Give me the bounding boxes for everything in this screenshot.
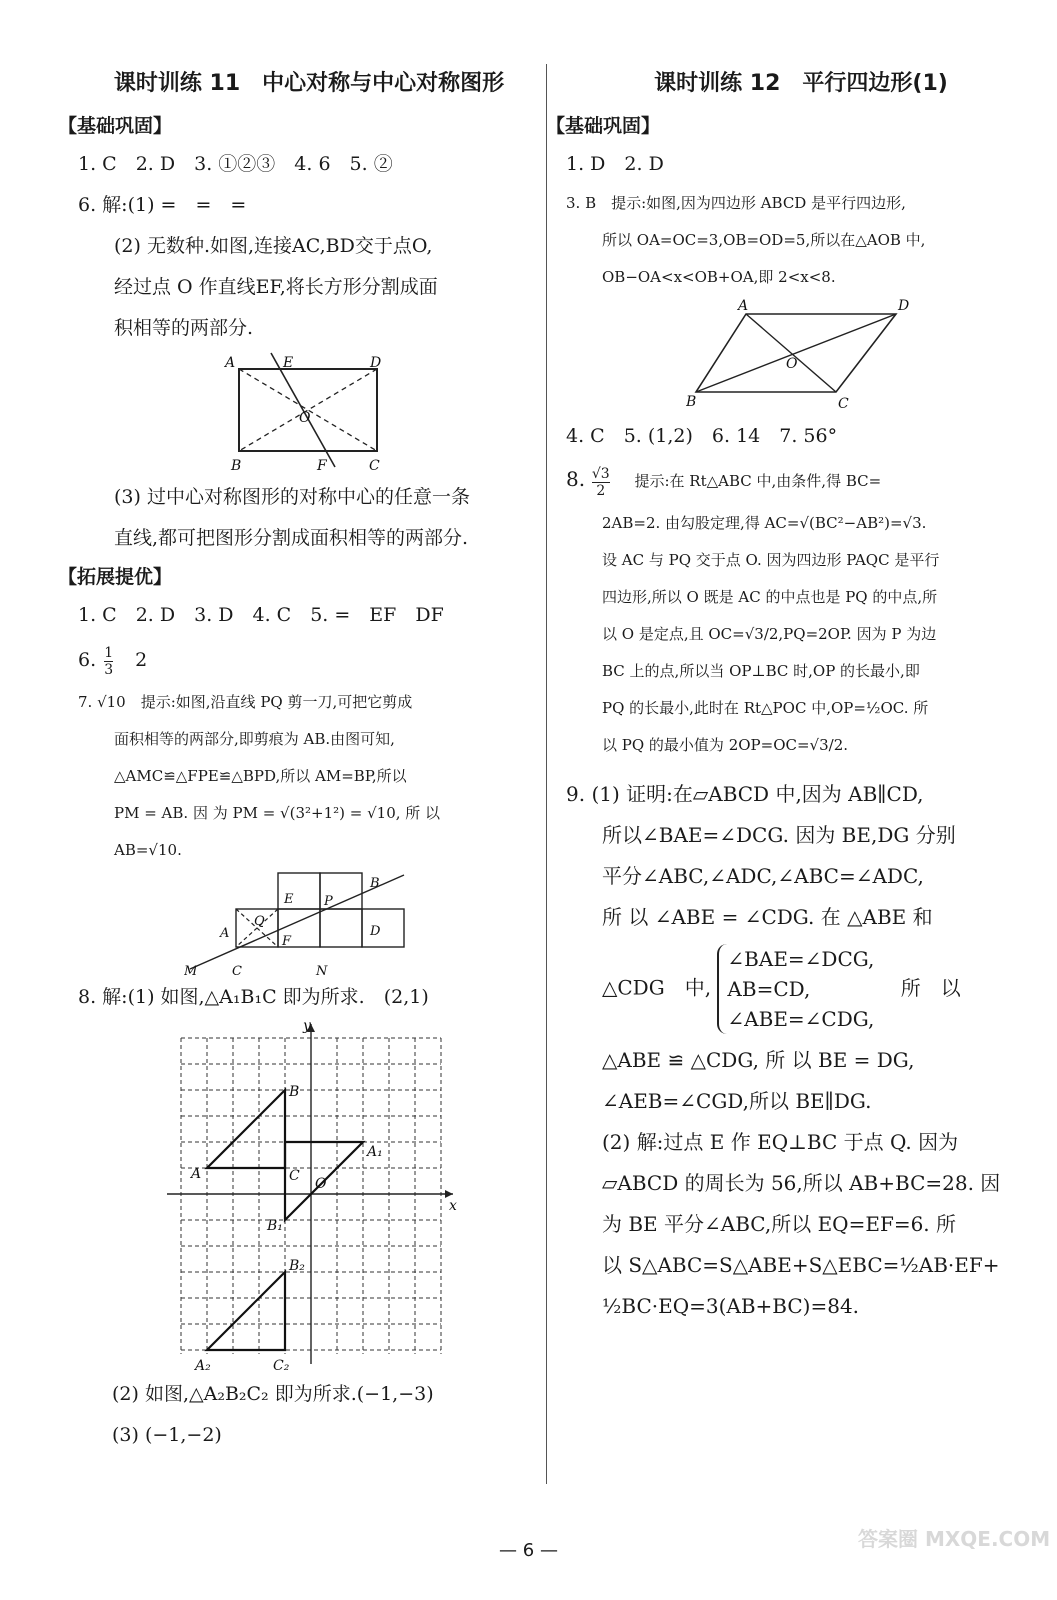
svg-text:B: B bbox=[231, 458, 242, 474]
svg-text:E: E bbox=[284, 892, 294, 907]
answer-6-part3-cont: 直线,都可把图形分割成面积相等的两部分. bbox=[114, 527, 469, 549]
svg-text:A: A bbox=[738, 298, 749, 314]
extend-8-part3: (3) (−1,−2) bbox=[112, 1424, 222, 1446]
right-answer-line-4: 4. C 5. (1,2) 6. 14 7. 56° bbox=[566, 425, 838, 447]
right-8-line-h: 以 PQ 的最小值为 2OP=OC=√3/2. bbox=[602, 736, 849, 754]
svg-text:A₁: A₁ bbox=[367, 1144, 383, 1160]
left-column bbox=[58, 60, 540, 1456]
svg-text:A: A bbox=[220, 926, 230, 941]
right-8-line-f: BC 上的点,所以当 OP⊥BC 时,OP 的长最小,即 bbox=[602, 662, 920, 680]
coordinate-grid-figure bbox=[159, 1018, 459, 1374]
svg-text:Q: Q bbox=[254, 914, 265, 929]
fraction-one-third: $\frac{1}{3}$ bbox=[104, 644, 114, 678]
right-3-line-b: 所以 OA=OC=3,OB=OD=5,所以在△AOB 中, bbox=[602, 231, 926, 249]
extend-7-line-b: 面积相等的两部分,即剪痕为 AB.由图可知, bbox=[114, 730, 395, 748]
svg-text:A: A bbox=[225, 355, 236, 371]
answer-6-part2: (2) 无数种.如图,连接AC,BD交于点O, bbox=[114, 235, 433, 257]
svg-text:y: y bbox=[303, 1018, 311, 1034]
extend-8-part2: (2) 如图,△A₂B₂C₂ 即为所求.(−1,−3) bbox=[112, 1383, 434, 1405]
svg-text:C: C bbox=[369, 458, 380, 474]
extend-6-label: 6. bbox=[78, 649, 97, 671]
right-8-hint: 提示:在 Rt△ABC 中,由条件,得 BC= bbox=[634, 472, 882, 490]
extend-7-line-d: PM = AB. 因 为 PM = √(3²+1²) = √10, 所 以 bbox=[114, 804, 441, 822]
extend-7-line-a: 7. √10 提示:如图,沿直线 PQ 剪一刀,可把它剪成 bbox=[78, 693, 413, 711]
svg-text:A₂: A₂ bbox=[195, 1358, 211, 1374]
right-9-line-k: 以 S△ABC=S△ABE+S△EBC=½AB·EF+ bbox=[602, 1253, 1000, 1277]
svg-text:B: B bbox=[289, 1084, 300, 1100]
right-9-line-l: ½BC·EQ=3(AB+BC)=84. bbox=[602, 1294, 860, 1318]
answer-6-part2-end: 积相等的两部分. bbox=[114, 317, 254, 339]
right-9-line-c: 平分∠ABC,∠ADC,∠ABC=∠ADC, bbox=[602, 864, 924, 888]
system-line-2: AB=CD, bbox=[727, 977, 811, 1001]
answer-line-1: 1. C 2. D 3. ①②③ 4. 6 5. ② bbox=[78, 153, 393, 175]
svg-text:C: C bbox=[232, 964, 242, 977]
right-9-line-g: ∠AEB=∠CGD,所以 BE∥DG. bbox=[602, 1089, 872, 1113]
system-brace bbox=[717, 944, 874, 1034]
svg-text:O: O bbox=[315, 1176, 327, 1192]
right-8-line-b: 2AB=2. 由勾股定理,得 AC=√(BC²−AB²)=√3. bbox=[602, 514, 927, 532]
svg-text:M: M bbox=[184, 964, 198, 977]
svg-text:D: D bbox=[370, 355, 382, 371]
section-basic-header-right: 【基础巩固】 bbox=[546, 115, 661, 137]
svg-text:B₁: B₁ bbox=[267, 1218, 283, 1234]
right-answer-line-1: 1. D 2. D bbox=[566, 153, 664, 175]
svg-text:O: O bbox=[786, 356, 798, 372]
answer-6-part3: (3) 过中心对称图形的对称中心的任意一条 bbox=[114, 486, 470, 508]
right-3-line-c: OB−OA<x<OB+OA,即 2<x<8. bbox=[602, 268, 836, 286]
svg-text:D: D bbox=[370, 924, 381, 939]
right-9-line-f: △ABE ≌ △CDG, 所 以 BE = DG, bbox=[602, 1048, 915, 1072]
rectangle-figure bbox=[219, 349, 399, 477]
extend-6-value: 2 bbox=[135, 649, 148, 671]
svg-text:P: P bbox=[324, 894, 333, 909]
right-9-line-j: 为 BE 平分∠ABC,所以 EQ=EF=6. 所 bbox=[602, 1212, 957, 1236]
answer-6-part2-cont: 经过点 O 作直线EF,将长方形分割成面 bbox=[114, 276, 438, 298]
system-lead: △CDG 中, bbox=[602, 975, 712, 1000]
right-8-line-d: 四边形,所以 O 既是 AC 的中点也是 PQ 的中点,所 bbox=[602, 588, 938, 606]
svg-text:D: D bbox=[898, 298, 910, 314]
svg-text:B: B bbox=[686, 394, 697, 410]
right-3-line-a: 3. B 提示:如图,因为四边形 ABCD 是平行四边形, bbox=[566, 194, 906, 212]
extend-answer-8: 8. 解:(1) 如图,△A₁B₁C 即为所求. (2,1) bbox=[78, 986, 429, 1008]
fraction-sqrt3-over-2: $\frac{√3}{2}$ bbox=[591, 465, 610, 499]
svg-text:O: O bbox=[299, 410, 311, 426]
parallelogram-figure bbox=[686, 296, 916, 416]
grid-cut-figure bbox=[184, 869, 434, 977]
watermark-logo: 答案圈 MXQE.COM bbox=[858, 1527, 1051, 1551]
extend-answer-6 bbox=[78, 636, 540, 684]
svg-text:C: C bbox=[289, 1168, 300, 1184]
right-column bbox=[546, 60, 1036, 1327]
answer-6-part1: 6. 解:(1) = = = bbox=[78, 194, 247, 216]
section-basic-header: 【基础巩固】 bbox=[58, 115, 173, 137]
system-line-3: ∠ABE=∠CDG, bbox=[727, 1007, 875, 1031]
svg-text:C₂: C₂ bbox=[273, 1358, 290, 1374]
column-divider bbox=[546, 64, 547, 1484]
svg-text:F: F bbox=[282, 934, 292, 949]
svg-text:E: E bbox=[283, 355, 294, 371]
extend-7-line-c: △AMC≌△FPE≌△BPD,所以 AM=BP,所以 bbox=[114, 767, 407, 785]
right-9-system bbox=[566, 944, 1036, 1034]
right-9-line-a: 9. (1) 证明:在▱ABCD 中,因为 AB∥CD, bbox=[566, 782, 924, 806]
extend-line-1: 1. C 2. D 3. D 4. C 5. = EF DF bbox=[78, 604, 444, 626]
right-8-line-c: 设 AC 与 PQ 交于点 O. 因为四边形 PAQC 是平行 bbox=[602, 551, 940, 569]
right-8-line-a bbox=[566, 457, 1036, 505]
svg-text:x: x bbox=[449, 1198, 457, 1214]
section-extend-header: 【拓展提优】 bbox=[58, 566, 173, 588]
lesson-12-title: 课时训练 12 平行四边形(1) bbox=[654, 71, 948, 96]
right-8-label: 8. bbox=[566, 467, 586, 491]
right-8-line-e: 以 O 是定点,且 OC=√3/2,PQ=2OP. 因为 P 为边 bbox=[602, 625, 937, 643]
svg-text:B₂: B₂ bbox=[289, 1258, 305, 1274]
svg-text:N: N bbox=[316, 964, 328, 977]
svg-text:F: F bbox=[317, 458, 327, 474]
system-line-1: ∠BAE=∠DCG, bbox=[727, 947, 875, 971]
right-8-line-g: PQ 的长最小,此时在 Rt△POC 中,OP=½OC. 所 bbox=[602, 699, 929, 717]
svg-text:B: B bbox=[370, 876, 380, 891]
lesson-11-title: 课时训练 11 中心对称与中心对称图形 bbox=[113, 71, 505, 96]
right-9-line-h: (2) 解:过点 E 作 EQ⊥BC 于点 Q. 因为 bbox=[602, 1130, 959, 1154]
svg-text:A: A bbox=[191, 1166, 202, 1182]
svg-text:C: C bbox=[838, 396, 849, 412]
right-9-line-i: ▱ABCD 的周长为 56,所以 AB+BC=28. 因 bbox=[602, 1171, 1001, 1195]
system-tail: 所 以 bbox=[900, 975, 961, 1000]
right-9-line-b: 所以∠BAE=∠DCG. 因为 BE,DG 分别 bbox=[602, 823, 956, 847]
right-9-line-d: 所 以 ∠ABE = ∠CDG. 在 △ABE 和 bbox=[602, 905, 933, 929]
page-number: — 6 — bbox=[499, 1540, 558, 1561]
extend-7-line-e: AB=√10. bbox=[114, 841, 182, 859]
